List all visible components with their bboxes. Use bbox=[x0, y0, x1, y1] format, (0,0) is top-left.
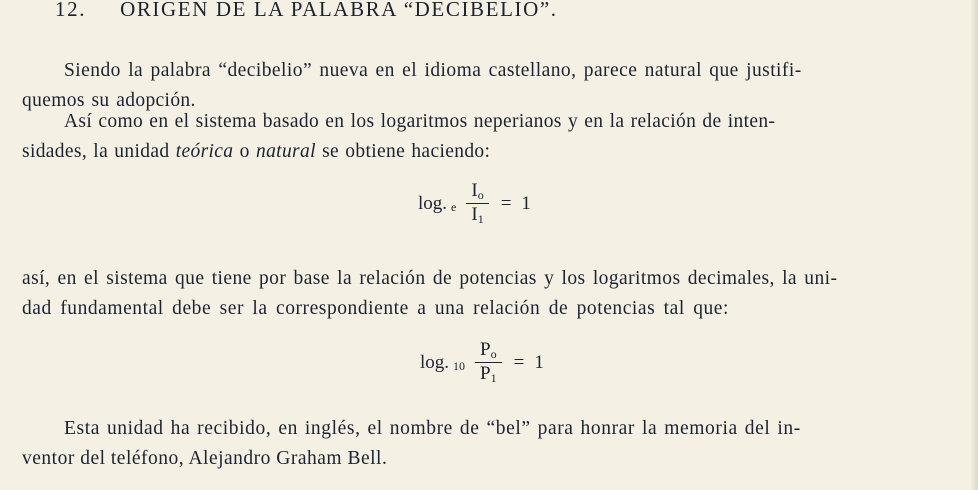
formula-2-denominator bbox=[475, 363, 502, 386]
paragraph-2-line-2-start: sidades, la unidad bbox=[22, 141, 170, 162]
paragraph-3-line-2: dad fundamental debe ser la correspondiente a una relación de potencias tal que: bbox=[22, 298, 729, 319]
formula-2-numerator-subscript: o bbox=[490, 347, 497, 361]
paragraph-2 bbox=[22, 107, 962, 167]
section-title: ORIGEN DE LA PALABRA “DECIBELIO”. bbox=[120, 0, 558, 21]
page-edge-shadow bbox=[970, 0, 978, 490]
formula-1-denominator bbox=[466, 204, 488, 227]
formula-2-fraction bbox=[475, 339, 502, 386]
section-number: 12. bbox=[55, 0, 87, 21]
formula-2-numerator bbox=[475, 339, 502, 363]
formula-2-denominator-symbol: P bbox=[480, 363, 491, 384]
formula-2-result: 1 bbox=[534, 351, 544, 373]
paragraph-3 bbox=[22, 264, 962, 324]
section-heading bbox=[55, 0, 558, 22]
term-natural: natural bbox=[255, 141, 316, 162]
paragraph-4-line-2: ventor del teléfono, Alejandro Graham Bell. bbox=[22, 448, 388, 469]
paragraph-2-line-1: Así como en el sistema basado en los logaritmos neperianos y en la relación de inten- bbox=[64, 111, 776, 132]
formula-2-denominator-subscript: 1 bbox=[490, 371, 497, 385]
paragraph-4-line-1: Esta unidad ha recibido, en inglés, el nombre de “bel” para honrar la memoria del in- bbox=[64, 418, 801, 439]
paragraph-2-line-2 bbox=[22, 137, 962, 167]
formula-decimal-log bbox=[420, 339, 544, 386]
paragraph-1-line-1: Siendo la palabra “decibelio” nueva en el idioma castellano, parece natural que justifi- bbox=[64, 60, 802, 81]
formula-1-denominator-symbol: I bbox=[471, 204, 478, 225]
formula-1-numerator bbox=[466, 180, 488, 204]
formula-1-denominator-subscript: 1 bbox=[477, 212, 484, 226]
formula-2-equals: = bbox=[513, 351, 525, 373]
formula-2-log: log. bbox=[420, 351, 450, 373]
formula-1-numerator-subscript: o bbox=[477, 188, 484, 202]
word-o: o bbox=[239, 141, 250, 162]
formula-1-numerator-symbol: I bbox=[471, 180, 478, 201]
paragraph-2-line-2-end: se obtiene haciendo: bbox=[322, 141, 491, 162]
term-teorica: teórica bbox=[175, 141, 234, 162]
paragraph-1-line-2: quemos su adopción. bbox=[22, 90, 196, 111]
formula-2-base: 10 bbox=[453, 359, 466, 373]
paragraph-4 bbox=[22, 414, 962, 474]
paragraph-3-line-1: así, en el sistema que tiene por base la relación de potencias y los logaritmos decimales, la uni- bbox=[22, 268, 838, 289]
formula-1-equals: = bbox=[500, 192, 512, 214]
formula-1-fraction bbox=[466, 180, 488, 227]
formula-1-base: e bbox=[451, 200, 457, 214]
formula-1-result: 1 bbox=[521, 192, 531, 214]
formula-1-log: log. bbox=[418, 192, 448, 214]
formula-2-numerator-symbol: P bbox=[480, 339, 491, 360]
formula-natural-log bbox=[418, 180, 531, 227]
